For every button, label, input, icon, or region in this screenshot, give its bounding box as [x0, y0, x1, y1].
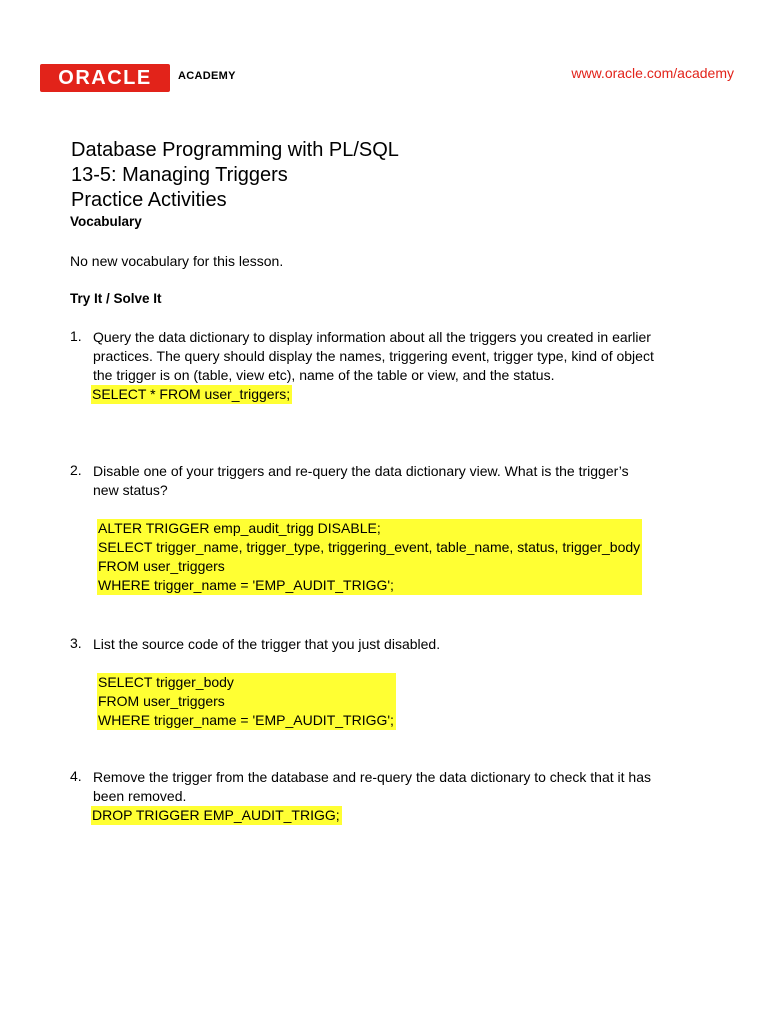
title-line-2: 13-5: Managing Triggers	[71, 164, 288, 186]
answer-3	[97, 673, 396, 730]
question-text-line: the trigger is on (table, view etc), name of the table or view, and the status.	[93, 367, 555, 383]
academy-label: ACADEMY	[178, 70, 236, 82]
answer-2	[97, 519, 642, 595]
highlighted-code-line: SELECT * FROM user_triggers;	[92, 386, 291, 402]
highlighted-code-line: FROM user_triggers	[97, 557, 642, 576]
oracle-logo	[40, 64, 170, 92]
highlighted-code-line: DROP TRIGGER EMP_AUDIT_TRIGG;	[92, 807, 340, 823]
title-line-1: Database Programming with PL/SQL	[71, 139, 399, 161]
title-line-3: Practice Activities	[71, 189, 227, 211]
highlighted-code-line: ALTER TRIGGER emp_audit_trigg DISABLE;	[97, 519, 642, 538]
question-text-line: been removed.	[93, 788, 187, 804]
question-text-line: Disable one of your triggers and re-query the data dictionary view. What is the trigger’s	[93, 463, 629, 479]
question-number: 3.	[70, 635, 82, 651]
question-number: 2.	[70, 462, 82, 478]
vocabulary-text: No new vocabulary for this lesson.	[70, 253, 284, 269]
question-text-line: List the source code of the trigger that you just disabled.	[93, 636, 441, 652]
document-title	[71, 138, 399, 213]
oracle-logo-text: ORACLE	[58, 66, 152, 89]
highlighted-code-line: WHERE trigger_name = 'EMP_AUDIT_TRIGG';	[98, 712, 394, 728]
vocabulary-heading: Vocabulary	[70, 214, 142, 229]
highlighted-code-line: FROM user_triggers	[97, 692, 396, 711]
question-text-line: practices. The query should display the names, triggering event, trigger type, kind of object	[93, 348, 654, 364]
highlighted-code-line: SELECT trigger_name, trigger_type, triggering_event, table_name, status, trigger_body	[98, 539, 641, 555]
try-it-heading: Try It / Solve It	[70, 291, 162, 306]
question-text-line: new status?	[93, 482, 168, 498]
answer-4	[91, 806, 342, 825]
answer-1	[91, 385, 292, 404]
question-text-line: Query the data dictionary to display information about all the triggers you created in earlier	[93, 329, 651, 345]
academy-url-link[interactable]: www.oracle.com/academy	[571, 65, 734, 81]
highlighted-code-line: WHERE trigger_name = 'EMP_AUDIT_TRIGG';	[97, 576, 642, 595]
question-number: 4.	[70, 768, 82, 784]
highlighted-code-line: SELECT trigger_body	[97, 673, 396, 692]
question-number: 1.	[70, 328, 82, 344]
question-text-line: Remove the trigger from the database and re-query the data dictionary to check that it has	[93, 769, 651, 785]
